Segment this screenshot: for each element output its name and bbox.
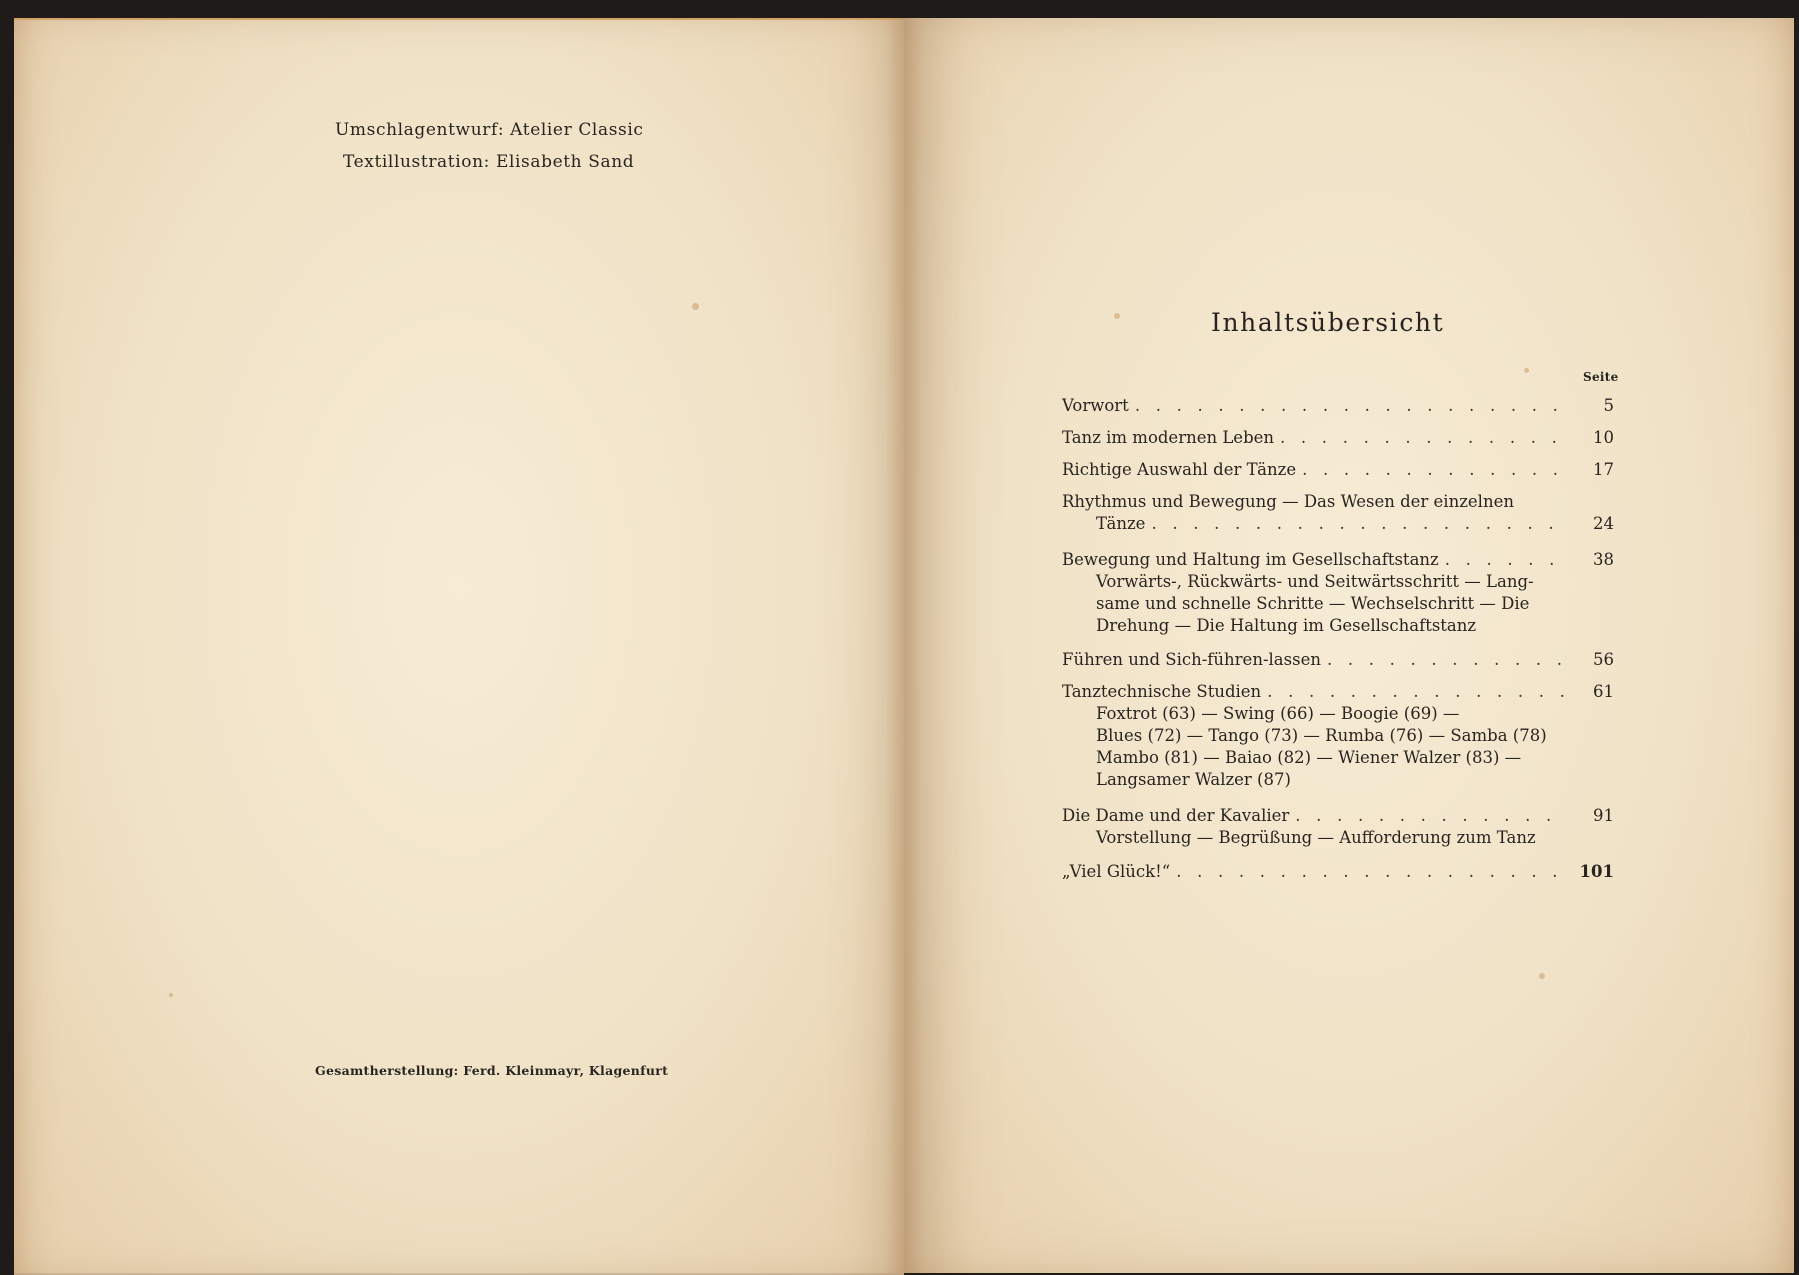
toc-entry-page: 61 bbox=[1593, 682, 1614, 701]
toc-entry-title: Rhythmus und Bewegung — Das Wesen der einzelnen bbox=[1062, 492, 1514, 511]
toc-entry-subtopics: Foxtrot (63) — Swing (66) — Boogie (69) — bbox=[1096, 704, 1460, 723]
cover-design-credit: Umschlagentwurf: Atelier Classic bbox=[335, 120, 644, 140]
toc-entry-subtopics: Vorwärts-, Rückwärts- und Seitwärtsschritt — Lang- bbox=[1096, 572, 1534, 591]
toc-entry-title: Tanz im modernen Leben bbox=[1062, 428, 1275, 447]
toc-entry bbox=[1062, 805, 1614, 849]
paper-speck bbox=[169, 993, 173, 997]
toc-entry-title: Vorwort bbox=[1062, 396, 1129, 415]
toc-entry-page: 101 bbox=[1579, 862, 1614, 881]
book-gutter bbox=[886, 18, 922, 1273]
toc-entry-subtopics: Langsamer Walzer (87) bbox=[1096, 770, 1291, 789]
toc-entry bbox=[1062, 459, 1614, 481]
toc-entry bbox=[1062, 427, 1614, 449]
paper-speck bbox=[692, 303, 699, 310]
toc-entry-title: Tanztechnische Studien bbox=[1062, 682, 1262, 701]
toc-entry-subtopics: same und schnelle Schritte — Wechselschritt — Die bbox=[1096, 594, 1530, 613]
toc-entry-title: Führen und Sich-führen-lassen bbox=[1062, 650, 1321, 669]
toc-entry bbox=[1062, 491, 1614, 535]
toc-entry-page: 91 bbox=[1593, 806, 1614, 825]
toc-entry-page: 17 bbox=[1593, 460, 1614, 479]
toc-entry-page: 56 bbox=[1593, 650, 1614, 669]
dot-leader bbox=[1445, 549, 1568, 571]
dot-leader bbox=[1327, 649, 1568, 671]
dot-leader bbox=[1176, 861, 1568, 883]
toc-entry bbox=[1062, 649, 1614, 671]
dot-leader bbox=[1302, 459, 1568, 481]
toc-entry bbox=[1062, 395, 1614, 417]
toc-entry-title: „Viel Glück!“ bbox=[1062, 862, 1171, 881]
dot-leader bbox=[1135, 395, 1568, 417]
page-column-label: Seite bbox=[1583, 370, 1619, 384]
dot-leader bbox=[1280, 427, 1568, 449]
dot-leader bbox=[1267, 681, 1568, 703]
toc-entry-page: 38 bbox=[1593, 550, 1614, 569]
toc-entry-page: 5 bbox=[1603, 396, 1614, 415]
toc-entry bbox=[1062, 549, 1614, 637]
paper-speck bbox=[1539, 973, 1545, 979]
toc-entry-subtopics: Mambo (81) — Baiao (82) — Wiener Walzer (83) — bbox=[1096, 748, 1522, 767]
paper-speck bbox=[1524, 368, 1529, 373]
printer-credit: Gesamtherstellung: Ferd. Kleinmayr, Klagenfurt bbox=[315, 1063, 669, 1078]
toc-entry-title-cont: Tänze bbox=[1096, 514, 1146, 533]
dot-leader bbox=[1295, 805, 1568, 827]
toc-entry-subtopics: Drehung — Die Haltung im Gesellschaftstanz bbox=[1096, 616, 1477, 635]
toc-entry-title: Die Dame und der Kavalier bbox=[1062, 806, 1290, 825]
toc-entry-page: 24 bbox=[1593, 514, 1614, 533]
toc-entry-subtopics: Blues (72) — Tango (73) — Rumba (76) — Samba (78) bbox=[1096, 726, 1547, 745]
toc-entry-title: Richtige Auswahl der Tänze bbox=[1062, 460, 1297, 479]
dot-leader bbox=[1151, 513, 1568, 535]
left-page bbox=[14, 18, 904, 1275]
toc-entry bbox=[1062, 681, 1614, 791]
toc-entry-subtopics: Vorstellung — Begrüßung — Aufforderung zum Tanz bbox=[1096, 828, 1536, 847]
toc-entry-page: 10 bbox=[1593, 428, 1614, 447]
book-spread bbox=[14, 18, 1794, 1273]
illustration-credit: Textillustration: Elisabeth Sand bbox=[343, 152, 635, 172]
toc-entry-title: Bewegung und Haltung im Gesellschaftstanz bbox=[1062, 550, 1439, 569]
toc-title: Inhaltsübersicht bbox=[1211, 308, 1445, 337]
paper-speck bbox=[1114, 313, 1120, 319]
toc-entry bbox=[1062, 861, 1614, 883]
right-page bbox=[904, 18, 1794, 1273]
